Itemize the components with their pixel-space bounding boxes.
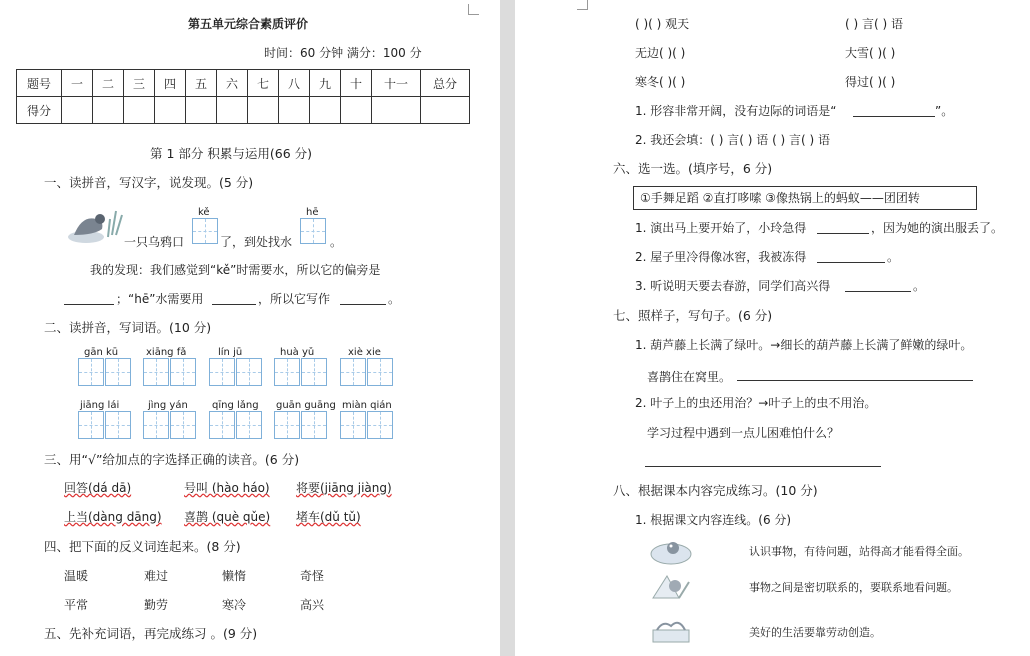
q1-heading: 一、读拼音，写汉字，说发现。(5 分) [44, 175, 254, 190]
idiom-item[interactable]: 无边( )( ) [635, 46, 686, 60]
q2-grid[interactable] [143, 358, 196, 386]
exam-meta: 时间：60 分钟 满分：100 分 [264, 46, 422, 60]
table-header-cell: 四 [155, 70, 186, 97]
score-cell[interactable] [155, 97, 186, 124]
q4-word[interactable]: 温暖 [64, 569, 89, 583]
frog-well-illustration [649, 536, 693, 566]
q1-answer-box-he[interactable] [300, 218, 326, 244]
q2-grid[interactable] [143, 411, 196, 439]
q8-sub1: 1. 根据课文内容连线。(6 分) [635, 513, 792, 527]
pony-river-illustration [649, 572, 693, 602]
score-cell[interactable] [421, 97, 470, 124]
q2-grid[interactable] [340, 358, 393, 386]
q8-match-item[interactable]: 美好的生活要靠劳动创造。 [749, 626, 881, 639]
left-page [0, 0, 500, 656]
q3-item[interactable]: 喜鹊 (què qǔe) [184, 510, 271, 524]
q2-pinyin: jiāng lái [80, 400, 120, 411]
pumpkin-vine-illustration [649, 616, 693, 646]
q1-discover-d: 。 [388, 292, 401, 306]
q4-word[interactable]: 勤劳 [144, 598, 169, 612]
q1-discover-b: ；“hē”水需要用 [116, 292, 204, 306]
q2-grid[interactable] [209, 411, 262, 439]
q6-sentence-end: ，因为她的演出服丢了。 [871, 221, 1004, 235]
q6-sentence: 2. 屋子里冷得像冰窖，我被冻得 [635, 250, 807, 264]
q3-item[interactable]: 上当(dàng dāng) [64, 510, 162, 524]
q4-word[interactable]: 难过 [144, 569, 169, 583]
exam-title: 第五单元综合素质评价 [188, 17, 309, 31]
q2-pinyin: qīng lǎng [212, 400, 259, 411]
q2-pinyin: gān kū [84, 347, 119, 358]
q8-match-item[interactable]: 事物之间是密切联系的，要联系地看问题。 [749, 581, 958, 594]
q6-sentence-end: 。 [887, 250, 900, 264]
table-header-cell: 八 [279, 70, 310, 97]
q1-blank-radical[interactable] [64, 290, 114, 305]
q3-item[interactable]: 将要(jiāng jiàng) [296, 481, 392, 495]
q6-sentence-end: 。 [913, 279, 926, 293]
q7-example: 2. 叶子上的虫还用治？→叶子上的虫不用治。 [635, 396, 877, 410]
q6-sentence: 1. 演出马上要开始了，小玲急得 [635, 221, 807, 235]
q5-sub1: 1. 形容非常开阔，没有边际的词语是“ [635, 104, 837, 118]
crow-illustration [64, 205, 124, 245]
q5-sub1-blank[interactable] [853, 102, 935, 117]
score-cell[interactable] [310, 97, 341, 124]
score-cell[interactable] [341, 97, 372, 124]
q6-options-box: ①手舞足蹈 ②直打哆嗦 ③像热锅上的蚂蚁——团团转 [633, 186, 977, 210]
q2-grid[interactable] [274, 411, 327, 439]
q1-discover-a: 我的发现：我们感觉到“kě”时需要水，所以它的偏旁是 [90, 263, 381, 277]
idiom-item[interactable]: 寒冬( )( ) [635, 75, 686, 89]
q2-grid[interactable] [340, 411, 393, 439]
table-header-cell: 十一 [372, 70, 421, 97]
table-header-cell: 十 [341, 70, 372, 97]
q7-example: 1. 葫芦藤上长满了绿叶。→细长的葫芦藤上长满了鲜嫩的绿叶。 [635, 338, 973, 352]
score-cell[interactable] [124, 97, 155, 124]
q6-heading: 六、选一选。(填序号，6 分) [613, 161, 773, 176]
q6-blank[interactable] [845, 277, 911, 292]
q2-grid[interactable] [78, 411, 131, 439]
right-page [515, 0, 1030, 656]
q4-word[interactable]: 寒冷 [222, 598, 247, 612]
idiom-item[interactable]: 大雪( )( ) [845, 46, 896, 60]
q1-answer-box-ke[interactable] [192, 218, 218, 244]
score-cell[interactable] [372, 97, 421, 124]
q7-answer-line[interactable] [737, 366, 973, 381]
q4-word[interactable]: 奇怪 [300, 569, 325, 583]
table-header-cell: 九 [310, 70, 341, 97]
table-row [17, 97, 470, 124]
page-corner-mark [577, 0, 588, 10]
q2-pinyin: lín jū [218, 347, 243, 358]
q7-prompt: 学习过程中遇到一点儿困难怕什么？ [647, 426, 840, 440]
part-heading: 第 1 部分 积累与运用(66 分) [150, 146, 313, 161]
score-cell[interactable] [279, 97, 310, 124]
q2-pinyin: guān guāng [276, 400, 336, 411]
score-cell[interactable] [217, 97, 248, 124]
table-row [17, 70, 470, 97]
q1-discover-c: ，所以它写作 [258, 292, 331, 306]
q2-heading: 二、读拼音，写词语。(10 分) [44, 320, 212, 335]
score-cell[interactable] [93, 97, 124, 124]
q4-word[interactable]: 平常 [64, 598, 89, 612]
q6-blank[interactable] [817, 219, 869, 234]
table-header-cell: 六 [217, 70, 248, 97]
q5-heading: 五、先补充词语，再完成练习 。(9 分) [44, 626, 258, 641]
score-cell[interactable] [62, 97, 93, 124]
q7-prompt: 喜鹊住在窝里。 [647, 370, 732, 384]
q6-sentence: 3. 听说明天要去春游，同学们高兴得 [635, 279, 831, 293]
q4-word[interactable]: 懒惰 [222, 569, 247, 583]
q4-word[interactable]: 高兴 [300, 598, 325, 612]
q2-grid[interactable] [209, 358, 262, 386]
table-header-cell: 一 [62, 70, 93, 97]
page-corner-mark [468, 4, 479, 15]
q5-sub1-end: ”。 [935, 104, 954, 118]
q1-pinyin-ke: kě [198, 207, 210, 218]
q3-item[interactable]: 回答(dá dā) [64, 481, 132, 495]
q2-grid[interactable] [78, 358, 131, 386]
q8-match-item[interactable]: 认识事物，有待问题，站得高才能看得全面。 [749, 545, 969, 558]
q5-sub2[interactable]: 2. 我还会填：( ) 言( ) 语 ( ) 言( ) 语 [635, 133, 831, 147]
q3-item[interactable]: 号叫 (hào háo) [184, 481, 270, 495]
table-header-cell: 总分 [421, 70, 470, 97]
q1-line-b: 了，到处找水 [220, 235, 293, 249]
q6-blank[interactable] [817, 248, 885, 263]
q2-pinyin: jìng yán [148, 400, 188, 411]
q2-pinyin: xiè xie [348, 347, 381, 358]
q1-line-a: 一只乌鸦口 [124, 235, 185, 249]
table-header-cell: 三 [124, 70, 155, 97]
q1-blank-written[interactable] [340, 290, 386, 305]
table-header-cell: 七 [248, 70, 279, 97]
q7-heading: 七、照样子，写句子。(6 分) [613, 308, 773, 323]
idiom-item[interactable]: 得过( )( ) [845, 75, 896, 89]
q3-heading: 三、用“√”给加点的字选择正确的读音。(6 分) [44, 452, 300, 467]
table-header-cell: 二 [93, 70, 124, 97]
score-label-cell: 得分 [17, 97, 62, 124]
q2-pinyin: xiāng fǎ [146, 347, 187, 358]
q3-item[interactable]: 堵车(dǔ tǔ) [296, 510, 361, 524]
q2-grid[interactable] [274, 358, 327, 386]
q4-heading: 四、把下面的反义词连起来。(8 分) [44, 539, 241, 554]
q1-line-c: 。 [330, 235, 343, 249]
table-header-cell: 五 [186, 70, 217, 97]
q8-heading: 八、根据课本内容完成练习。(10 分) [613, 483, 818, 498]
score-cell[interactable] [186, 97, 217, 124]
q2-pinyin: huà yǔ [280, 347, 315, 358]
score-table [16, 69, 470, 124]
q1-blank-tool[interactable] [212, 290, 256, 305]
idiom-item[interactable]: ( )( ) 观天 [635, 17, 690, 31]
score-cell[interactable] [248, 97, 279, 124]
q2-pinyin: miàn qián [342, 400, 392, 411]
q7-answer-line[interactable] [645, 452, 881, 467]
idiom-item[interactable]: ( ) 言( ) 语 [845, 17, 903, 31]
table-header-cell: 题号 [17, 70, 62, 97]
q1-pinyin-he: hē [306, 207, 319, 218]
